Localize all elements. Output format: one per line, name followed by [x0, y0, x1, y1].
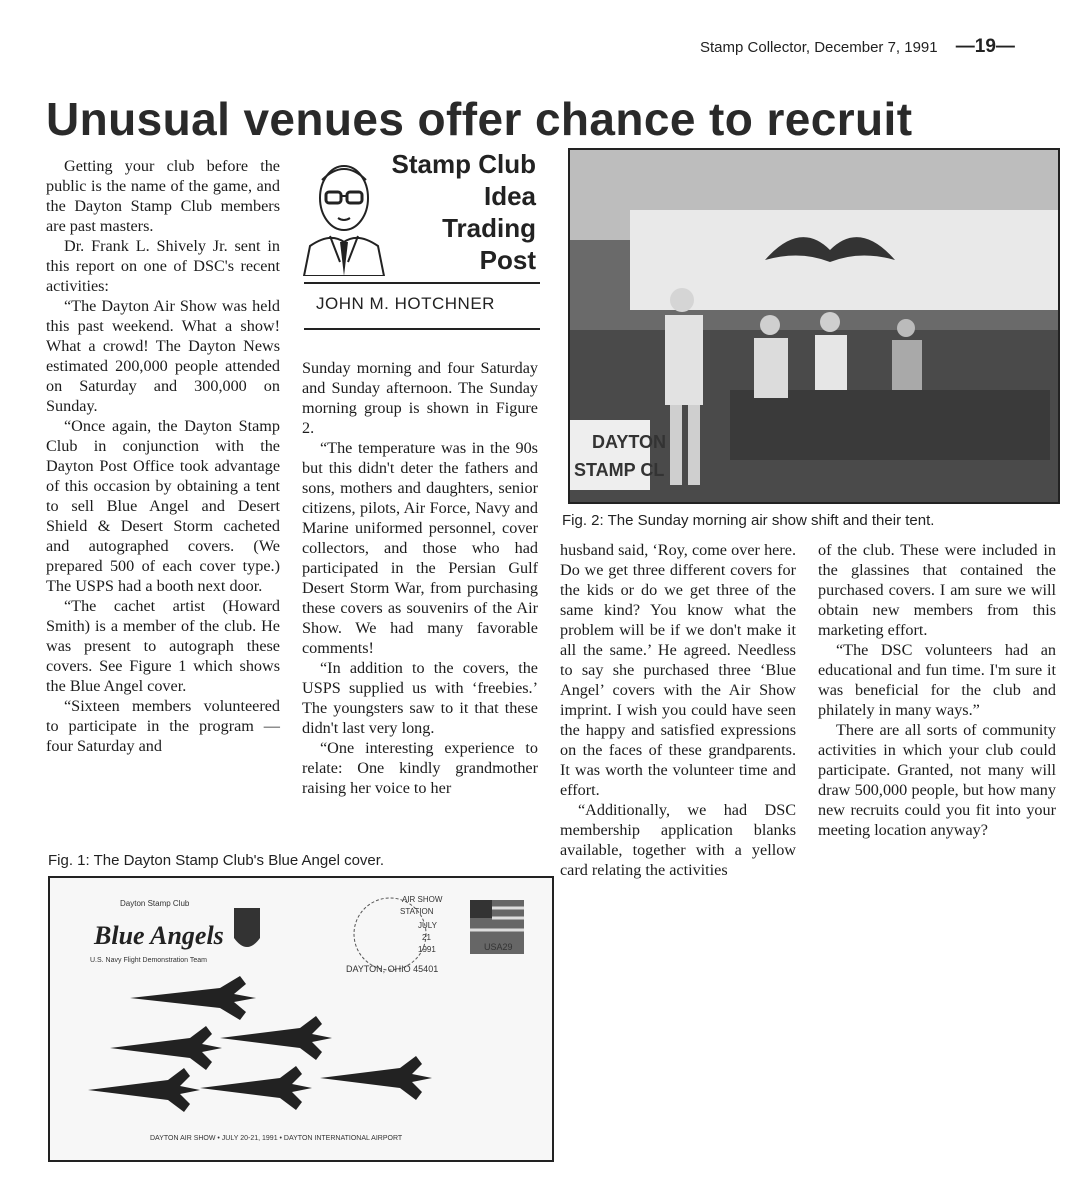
page-number: —19—	[955, 36, 1015, 57]
paragraph: of the club. These were included in the glassines that contained the purchased covers. I am sure we will obtain new members from this marketing effort.	[818, 541, 1056, 639]
column-title-line: Idea	[483, 181, 536, 211]
column-title-line: Post	[479, 245, 536, 275]
cover-bottom-line: DAYTON AIR SHOW • JULY 20-21, 1991 • DAYTON INTERNATIONAL AIRPORT	[150, 1135, 403, 1142]
paragraph: “The DSC volunteers had an educational and fun time. I'm sure it was beneficial for the club and philately in many ways.”	[818, 641, 1056, 719]
column-logo-box	[296, 146, 540, 334]
figure-2-caption: Fig. 2: The Sunday morning air show shift and their tent.	[562, 512, 935, 529]
cover-club-line: Dayton Stamp Club	[120, 899, 190, 908]
postmark-line: AIR SHOW	[402, 895, 443, 904]
paragraph: “Sixteen members volunteered to participate in the program — four Saturday and	[46, 697, 280, 755]
paragraph: Dr. Frank L. Shively Jr. sent in this report on one of DSC's recent activities:	[46, 237, 280, 295]
paragraph: “One interesting experience to relate: One kindly grandmother raising her voice to her	[302, 739, 538, 797]
article-column-2	[302, 358, 538, 798]
stamp-value: USA29	[484, 942, 513, 952]
paragraph: “In addition to the covers, the USPS supplied us with ‘freebies.’ The youngsters saw to it that these didn't last very long.	[302, 659, 538, 737]
article-column-3	[560, 540, 796, 880]
navy-crest-icon	[234, 908, 260, 947]
postmark-line: 1991	[418, 945, 436, 954]
article-headline: Unusual venues offer chance to recruit	[46, 93, 913, 145]
divider	[304, 328, 540, 330]
blue-angels-logo-text: Blue Angels	[94, 921, 224, 950]
tent-photo-illustration	[570, 150, 1058, 502]
sign-line: STAMP CL	[574, 460, 665, 480]
postmark-line: STATION	[400, 907, 434, 916]
paragraph: “The temperature was in the 90s but this didn't deter the fathers and sons, mothers and daughters, senior citizens, pilots, Air Force, Navy and Marine uniformed personnel, cover collectors, and those who had participated in the Persian Gulf Desert Storm War, from purchasing these covers as souvenirs of the Air Show. We had many favorable comments!	[302, 439, 538, 657]
author-byline: JOHN M. HOTCHNER	[316, 294, 495, 313]
paragraph: “Once again, the Dayton Stamp Club in conjunction with the Dayton Post Office took advantage of this occasion by obtaining a tent to sell Blue Angel and Desert Shield & Desert Storm cacheted and autographed covers. (We prepared 500 of each cover type.) The USPS had a booth next door.	[46, 417, 280, 595]
sign-line: DAYTON	[592, 432, 667, 452]
paragraph: “The Dayton Air Show was held this past weekend. What a show! What a crowd! The Dayton News estimated 200,000 people attended on Saturday and 300,000 on Sunday.	[46, 297, 280, 415]
postmark-line: 21	[422, 933, 431, 942]
article-column-1	[46, 156, 280, 756]
paragraph: “Additionally, we had DSC membership application blanks available, together with a yellow card relating the activities	[560, 801, 796, 879]
postmark-city: DAYTON, OHIO 45401	[346, 964, 439, 974]
paragraph: Sunday morning and four Saturday and Sunday afternoon. The Sunday morning group is shown in Figure 2.	[302, 359, 538, 437]
publication-header	[700, 36, 1015, 58]
column-title	[366, 148, 536, 276]
column-title-line: Trading	[442, 213, 536, 243]
paragraph: husband said, ‘Roy, come over here. Do we get three different covers for the kids or do we get three of the same kind? You know what the problem will be if we don't make it all the same.’ He agreed. Needless to say she purchased three ‘Blue Angel’ covers with the Air Show imprint. I wish you could have seen the happy and satisfied expressions on the faces of these grandparents. It was worth the volunteer time and effort.	[560, 541, 796, 799]
blue-angel-cover-illustration	[50, 878, 552, 1160]
divider	[304, 282, 540, 284]
article-column-4	[818, 540, 1056, 840]
jet-formation-icon	[88, 976, 432, 1112]
publication-line: Stamp Collector, December 7, 1991	[700, 39, 938, 56]
figure-2-photo	[568, 148, 1060, 504]
paragraph: Getting your club before the public is the name of the game, and the Dayton Stamp Club members are past masters.	[46, 157, 280, 235]
figure-1-caption: Fig. 1: The Dayton Stamp Club's Blue Angel cover.	[48, 852, 385, 869]
cover-subtitle: U.S. Navy Flight Demonstration Team	[90, 957, 207, 964]
paragraph: “The cachet artist (Howard Smith) is a member of the club. He was present to autograph these covers. See Figure 1 which shows the Blue Angel cover.	[46, 597, 280, 695]
column-title-line: Stamp Club	[391, 149, 536, 179]
figure-1-cover	[48, 876, 554, 1162]
postmark-line: JULY	[418, 921, 437, 930]
paragraph: There are all sorts of community activities in which your club could participate. Granted, not many will draw 500,000 people, but how many new recruits could you fit into your meeting location anyway?	[818, 721, 1056, 839]
